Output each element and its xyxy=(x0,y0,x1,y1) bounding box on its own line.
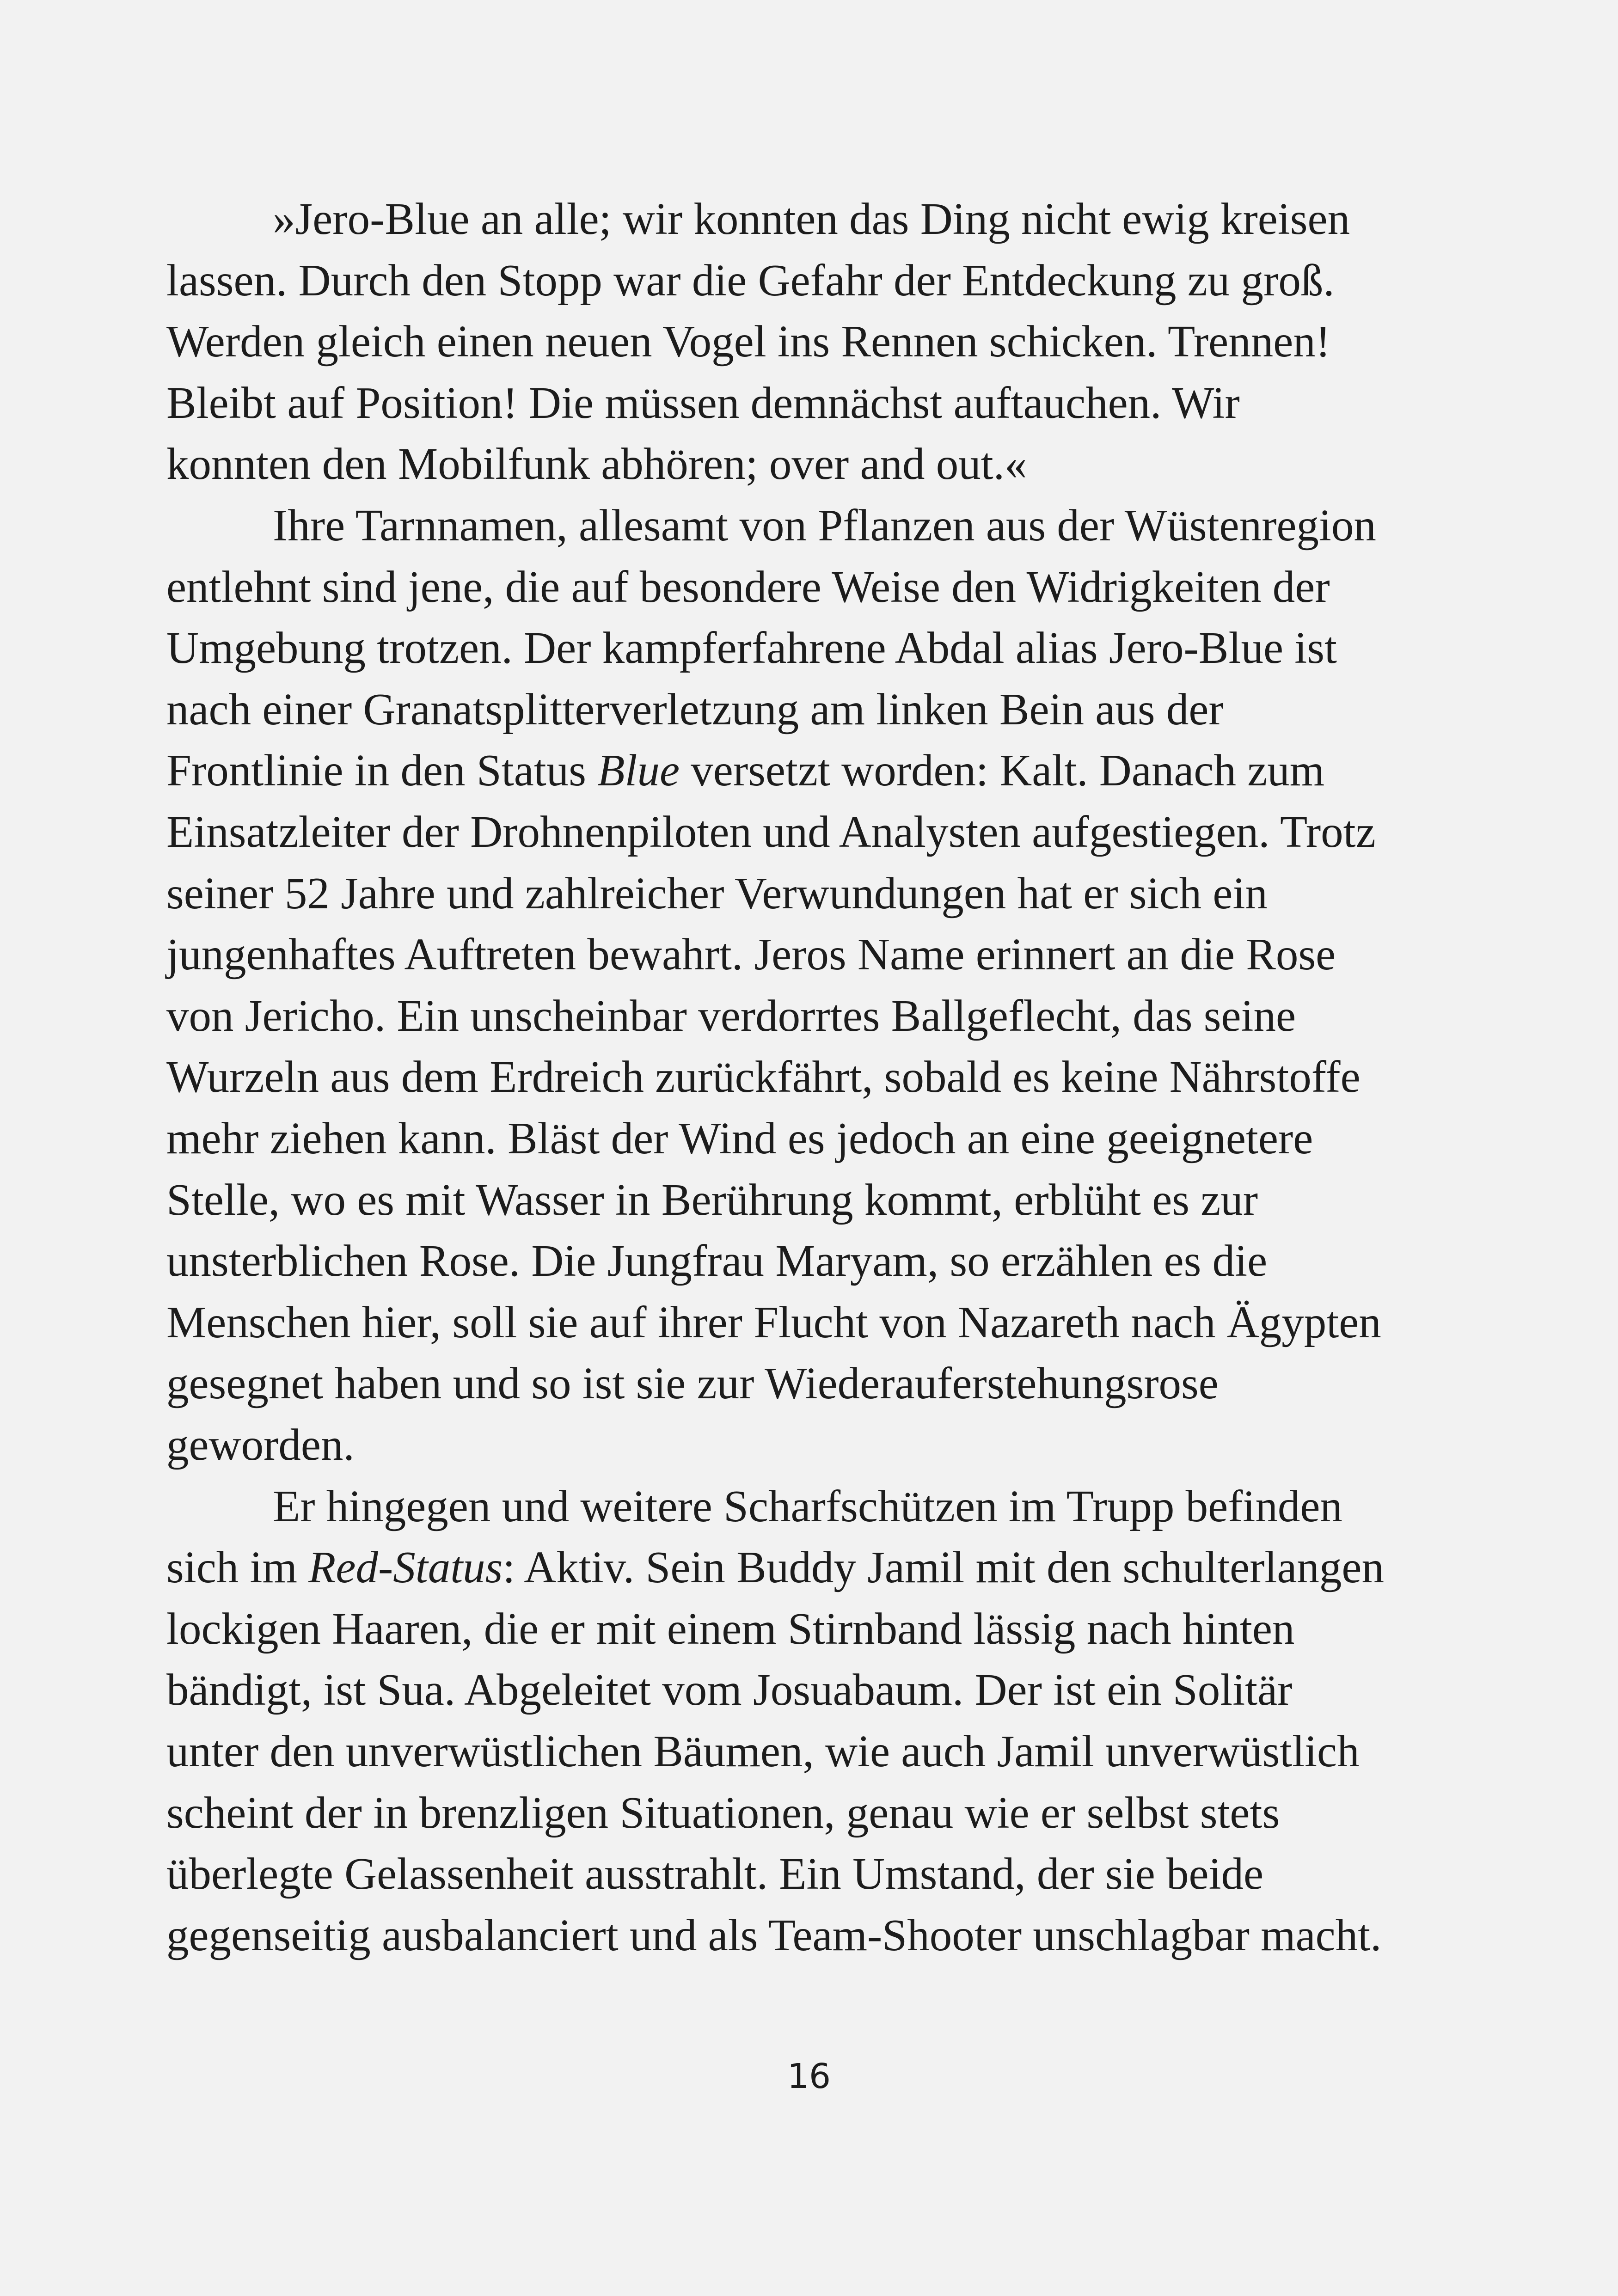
text-run: seiner 52 Jahre und zahlreicher Verwundungen hat er sich ein xyxy=(166,868,1268,918)
text-run: Einsatzleiter der Drohnenpiloten und Analysten aufgestiegen. Trotz xyxy=(166,807,1376,857)
text-line xyxy=(166,1606,1294,1651)
text-run: gesegnet haben und so ist sie zur Wiederauferstehungsrose xyxy=(166,1359,1219,1408)
text-line xyxy=(166,930,1336,980)
text-line xyxy=(166,1361,1219,1406)
text-line xyxy=(166,684,1224,734)
text-line xyxy=(166,1236,1268,1286)
text-run: lassen. Durch den Stopp war die Gefahr der Entdeckung zu groß. xyxy=(166,255,1335,305)
text-run: versetzt worden: Kalt. Danach zum xyxy=(680,746,1325,796)
text-line xyxy=(166,746,1325,796)
text-line xyxy=(166,1175,1258,1225)
text-run: unter den unverwüstlichen Bäumen, wie auch Jamil unverwüstlich xyxy=(166,1727,1360,1776)
text-line xyxy=(166,1116,1313,1161)
text-line xyxy=(166,868,1268,918)
text-line xyxy=(166,1790,1280,1835)
text-run: Wurzeln aus dem Erdreich zurückfährt, sobald es keine Nährstoffe xyxy=(166,1052,1361,1102)
text-line xyxy=(166,1297,1381,1347)
text-line xyxy=(166,1545,1384,1590)
text-run: Umgebung trotzen. Der kampferfahrene Abdal alias Jero-Blue ist xyxy=(166,623,1337,673)
text-run: konnten den Mobilfunk abhören; over and out.« xyxy=(166,439,1027,489)
text-line xyxy=(166,807,1376,857)
text-run: Bleibt auf Position! Die müssen demnächst auftauchen. Wir xyxy=(166,378,1240,428)
text-run: jungenhaftes Auftreten bewahrt. Jeros Name erinnert an die Rose xyxy=(166,930,1336,980)
text-line xyxy=(273,194,1350,244)
text-line xyxy=(166,1052,1361,1102)
text-line xyxy=(166,439,1027,489)
text-run: Menschen hier, soll sie auf ihrer Flucht von Nazareth nach Ägypten xyxy=(166,1297,1381,1347)
text-run: nach einer Granatsplitterverletzung am linken Bein aus der xyxy=(166,684,1224,734)
text-run: gegenseitig ausbalanciert und als Team-Shooter unschlagbar macht. xyxy=(166,1910,1382,1960)
text-run: geworden. xyxy=(166,1420,355,1469)
text-line xyxy=(166,1849,1264,1899)
text-line xyxy=(166,317,1331,367)
text-run: Frontlinie in den Status xyxy=(166,746,598,796)
text-line xyxy=(273,1481,1342,1531)
text-line xyxy=(166,991,1296,1041)
text-run: sich im xyxy=(166,1543,309,1592)
text-line xyxy=(166,1910,1382,1960)
text-run: : Aktiv. Sein Buddy Jamil mit den schulterlangen xyxy=(503,1543,1384,1592)
text-run: überlegte Gelassenheit ausstrahlt. Ein Umstand, der sie beide xyxy=(166,1849,1264,1899)
text-line xyxy=(166,1729,1360,1774)
text-run: von Jericho. Ein unscheinbar verdorrtes Ballgeflecht, das seine xyxy=(166,991,1296,1041)
text-run: »Jero-Blue an alle; wir konnten das Ding nicht ewig kreisen xyxy=(273,194,1350,244)
text-line xyxy=(166,562,1330,612)
text-run: Stelle, wo es mit Wasser in Berührung kommt, erblüht es zur xyxy=(166,1175,1258,1225)
text-run: bändigt, ist Sua. Abgeleitet vom Josuabaum. Der ist ein Solitär xyxy=(166,1665,1293,1715)
text-line xyxy=(166,1422,355,1467)
text-run: entlehnt sind jene, die auf besondere Weise den Widrigkeiten der xyxy=(166,562,1330,612)
text-line xyxy=(166,623,1337,673)
text-line xyxy=(273,503,1376,548)
italic-term: Blue xyxy=(597,746,680,796)
text-line xyxy=(166,378,1240,428)
text-run: unsterblichen Rose. Die Jungfrau Maryam, so erzählen es die xyxy=(166,1236,1268,1286)
text-run: Er hingegen und weitere Scharfschützen im Trupp befinden xyxy=(273,1481,1342,1531)
text-run: mehr ziehen kann. Bläst der Wind es jedoch an eine geeignetere xyxy=(166,1114,1313,1163)
text-run: lockigen Haaren, die er mit einem Stirnband lässig nach hinten xyxy=(166,1604,1295,1653)
text-line xyxy=(166,255,1335,305)
text-run: Werden gleich einen neuen Vogel ins Rennen schicken. Trennen! xyxy=(166,317,1331,367)
text-run: Ihre Tarnnamen, allesamt von Pflanzen aus der Wüstenregion xyxy=(273,501,1376,550)
page-number: 16 xyxy=(787,2057,831,2096)
text-line xyxy=(166,1665,1293,1715)
italic-term: Red-Status xyxy=(308,1543,503,1592)
text-run: scheint der in brenzligen Situationen, genau wie er selbst stets xyxy=(166,1788,1280,1837)
